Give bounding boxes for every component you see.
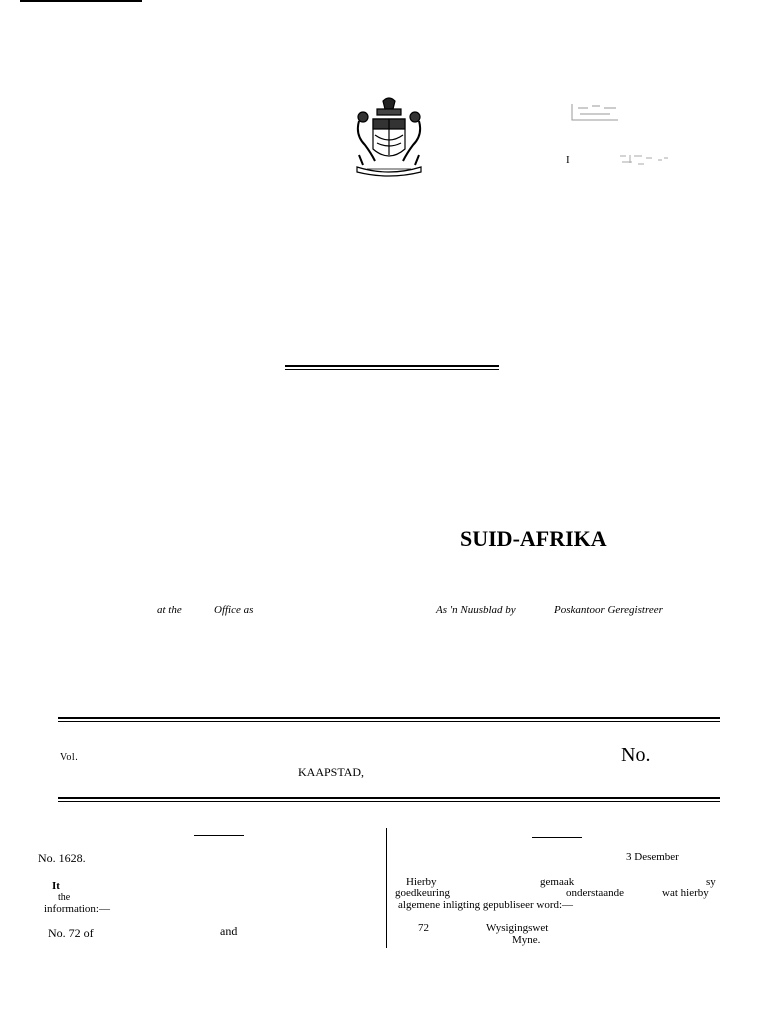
left-heading-rule — [194, 835, 244, 836]
right-act-a-title: Wysigingswet — [486, 922, 549, 934]
coat-of-arms-emblem — [353, 95, 425, 177]
masthead-rule-bottom — [285, 369, 499, 370]
registered-en-b: Office as — [214, 604, 254, 616]
issue-bar-rule-3 — [58, 797, 720, 799]
faint-stamp-digits — [618, 152, 670, 168]
left-act-a: No. 72 of — [48, 926, 94, 940]
right-l2-b: onderstaande — [566, 887, 625, 899]
issue-vol-label: Vol. — [60, 752, 79, 763]
issue-city: KAAPSTAD, — [298, 765, 365, 779]
registered-af-a: As 'n Nuusblad by — [436, 604, 516, 616]
right-l2-a: goedkeuring — [395, 887, 450, 899]
issue-number-label: No. — [621, 744, 651, 766]
right-l2-c: wat hierby — [662, 887, 709, 899]
right-heading-rule — [532, 837, 582, 838]
registered-en-a: at the — [157, 604, 182, 616]
left-line-1: It — [52, 880, 60, 892]
right-act-a-num: 72 — [418, 922, 429, 934]
left-line-2: the — [58, 892, 71, 903]
top-corner-rule — [20, 0, 142, 2]
right-l1-a: Hierby — [406, 876, 437, 888]
column-divider — [386, 828, 387, 948]
right-l1-b: gemaak — [540, 876, 575, 888]
right-l3: algemene inligting gepubliseer word:— — [398, 899, 574, 911]
registered-af-b: Poskantoor Geregistreer — [554, 604, 663, 616]
issue-bar-rule-2 — [58, 721, 720, 722]
left-act-b: and — [220, 924, 238, 938]
masthead-rule-top — [285, 365, 499, 367]
right-act-b: Myne. — [512, 934, 541, 946]
stamp-line-mark: I — [566, 154, 570, 166]
notice-date: 3 Desember — [626, 851, 679, 863]
notice-number: No. 1628. — [38, 851, 86, 865]
country-title: SUID-AFRIKA — [460, 526, 607, 551]
left-line-3: information:— — [44, 903, 110, 915]
faint-stamp-mark — [570, 100, 622, 122]
issue-bar-rule-4 — [58, 801, 720, 802]
right-l1-c: sy — [706, 876, 716, 888]
issue-bar-rule-1 — [58, 717, 720, 719]
